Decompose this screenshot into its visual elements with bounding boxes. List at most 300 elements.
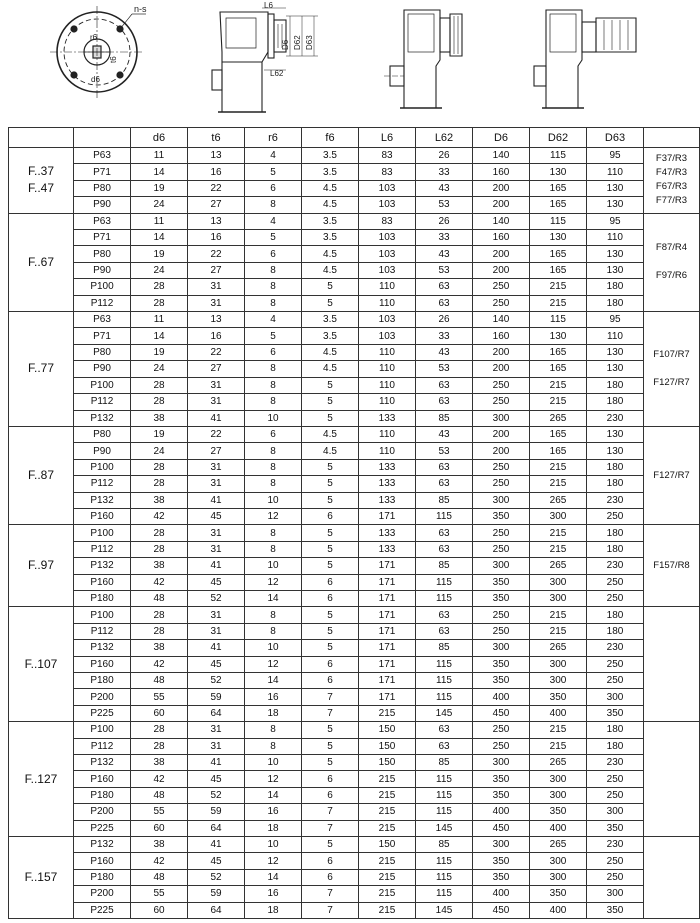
value-cell: 145 xyxy=(416,820,473,836)
table-row xyxy=(9,787,700,803)
value-cell: 350 xyxy=(473,508,530,524)
value-cell: 171 xyxy=(359,607,416,623)
motor-size-cell: P63 xyxy=(74,148,131,164)
motor-size-cell: P200 xyxy=(74,886,131,902)
value-cell: 265 xyxy=(530,558,587,574)
ratio-label: F37/R3 xyxy=(655,153,688,165)
value-cell: 5 xyxy=(302,525,359,541)
value-cell: 5 xyxy=(245,164,302,180)
value-cell: 27 xyxy=(188,262,245,278)
value-cell: 350 xyxy=(530,886,587,902)
table-row xyxy=(9,804,700,820)
value-cell: 11 xyxy=(131,312,188,328)
value-cell: 130 xyxy=(587,344,644,360)
value-cell: 28 xyxy=(131,279,188,295)
value-cell: 180 xyxy=(587,279,644,295)
value-cell: 215 xyxy=(530,295,587,311)
motor-size-cell: P180 xyxy=(74,673,131,689)
value-cell: 110 xyxy=(359,344,416,360)
value-cell: 6 xyxy=(245,426,302,442)
motor-size-cell: P112 xyxy=(74,295,131,311)
value-cell: 3.5 xyxy=(302,328,359,344)
value-cell: 103 xyxy=(359,246,416,262)
value-cell: 7 xyxy=(302,820,359,836)
value-cell: 27 xyxy=(188,443,245,459)
value-cell: 63 xyxy=(416,394,473,410)
value-cell: 180 xyxy=(587,459,644,475)
value-cell: 60 xyxy=(131,705,188,721)
value-cell: 55 xyxy=(131,886,188,902)
value-cell: 171 xyxy=(359,623,416,639)
motor-size-cell: P80 xyxy=(74,180,131,196)
value-cell: 5 xyxy=(302,541,359,557)
value-cell: 230 xyxy=(587,837,644,853)
value-cell: 115 xyxy=(416,853,473,869)
value-cell: 450 xyxy=(473,820,530,836)
ratio-label: F77/R3 xyxy=(655,195,688,207)
value-cell: 110 xyxy=(359,295,416,311)
series-label: F..107 xyxy=(24,656,58,671)
value-cell: 5 xyxy=(302,558,359,574)
value-cell: 43 xyxy=(416,426,473,442)
value-cell: 10 xyxy=(245,558,302,574)
technical-drawings xyxy=(0,0,700,124)
value-cell: 400 xyxy=(473,886,530,902)
value-cell: 14 xyxy=(131,230,188,246)
value-cell: 4 xyxy=(245,213,302,229)
value-cell: 6 xyxy=(302,590,359,606)
motor-size-cell: P132 xyxy=(74,492,131,508)
label-t6: t6 xyxy=(109,56,118,63)
value-cell: 16 xyxy=(245,689,302,705)
value-cell: 53 xyxy=(416,262,473,278)
value-cell: 103 xyxy=(359,328,416,344)
value-cell: 28 xyxy=(131,623,188,639)
value-cell: 215 xyxy=(530,394,587,410)
value-cell: 350 xyxy=(473,787,530,803)
value-cell: 110 xyxy=(359,361,416,377)
value-cell: 215 xyxy=(530,476,587,492)
value-cell: 115 xyxy=(416,771,473,787)
value-cell: 130 xyxy=(530,328,587,344)
value-cell: 160 xyxy=(473,328,530,344)
header-row xyxy=(9,128,700,148)
table-row xyxy=(9,443,700,459)
motor-size-cell: P160 xyxy=(74,656,131,672)
motor-size-cell: P132 xyxy=(74,640,131,656)
value-cell: 43 xyxy=(416,344,473,360)
motor-size-cell: P112 xyxy=(74,738,131,754)
value-cell: 63 xyxy=(416,377,473,393)
value-cell: 38 xyxy=(131,837,188,853)
value-cell: 60 xyxy=(131,820,188,836)
value-cell: 48 xyxy=(131,787,188,803)
value-cell: 150 xyxy=(359,722,416,738)
table-row xyxy=(9,394,700,410)
value-cell: 165 xyxy=(530,197,587,213)
value-cell: 59 xyxy=(188,886,245,902)
value-cell: 4.5 xyxy=(302,246,359,262)
value-cell: 110 xyxy=(359,279,416,295)
value-cell: 5 xyxy=(302,279,359,295)
value-cell: 95 xyxy=(587,148,644,164)
value-cell: 265 xyxy=(530,837,587,853)
value-cell: 52 xyxy=(188,787,245,803)
value-cell: 115 xyxy=(530,213,587,229)
value-cell: 6 xyxy=(302,853,359,869)
table-row xyxy=(9,673,700,689)
value-cell: 45 xyxy=(188,771,245,787)
value-cell: 26 xyxy=(416,148,473,164)
value-cell: 300 xyxy=(473,837,530,853)
label-holes: n-s xyxy=(134,4,147,14)
table-row xyxy=(9,246,700,262)
value-cell: 215 xyxy=(359,771,416,787)
value-cell: 300 xyxy=(530,853,587,869)
motor-size-cell: P100 xyxy=(74,525,131,541)
value-cell: 400 xyxy=(530,705,587,721)
value-cell: 140 xyxy=(473,312,530,328)
value-cell: 5 xyxy=(302,394,359,410)
label-d6: d6 xyxy=(91,75,100,84)
motor-size-cell: P100 xyxy=(74,377,131,393)
value-cell: 300 xyxy=(473,640,530,656)
value-cell: 42 xyxy=(131,771,188,787)
value-cell: 350 xyxy=(587,902,644,918)
value-cell: 265 xyxy=(530,755,587,771)
table-row xyxy=(9,837,700,853)
motor-size-cell: P132 xyxy=(74,410,131,426)
ratio-label: F157/R8 xyxy=(653,559,690,571)
value-cell: 5 xyxy=(302,492,359,508)
label-D6: D6 xyxy=(281,39,290,50)
series-label: F..67 xyxy=(27,254,54,269)
value-cell: 200 xyxy=(473,443,530,459)
value-cell: 171 xyxy=(359,673,416,689)
ratio-cell xyxy=(644,837,700,919)
value-cell: 250 xyxy=(473,394,530,410)
value-cell: 83 xyxy=(359,213,416,229)
series-cell xyxy=(9,722,74,837)
value-cell: 55 xyxy=(131,804,188,820)
value-cell: 10 xyxy=(245,492,302,508)
table-row xyxy=(9,180,700,196)
value-cell: 31 xyxy=(188,541,245,557)
series-cell xyxy=(9,148,74,214)
value-cell: 215 xyxy=(530,722,587,738)
value-cell: 6 xyxy=(302,869,359,885)
value-cell: 171 xyxy=(359,656,416,672)
value-cell: 103 xyxy=(359,262,416,278)
value-cell: 85 xyxy=(416,492,473,508)
value-cell: 180 xyxy=(587,394,644,410)
value-cell: 180 xyxy=(587,525,644,541)
value-cell: 250 xyxy=(473,295,530,311)
label-D62: D62 xyxy=(293,35,302,50)
value-cell: 22 xyxy=(188,180,245,196)
value-cell: 3.5 xyxy=(302,213,359,229)
value-cell: 16 xyxy=(188,164,245,180)
value-cell: 42 xyxy=(131,853,188,869)
value-cell: 133 xyxy=(359,492,416,508)
value-cell: 12 xyxy=(245,508,302,524)
table-row xyxy=(9,689,700,705)
label-L6: L6 xyxy=(264,1,273,10)
table-row xyxy=(9,820,700,836)
value-cell: 4.5 xyxy=(302,361,359,377)
value-cell: 400 xyxy=(530,902,587,918)
flange-face-drawing xyxy=(50,6,146,98)
table-row xyxy=(9,541,700,557)
motor-size-cell: P80 xyxy=(74,426,131,442)
value-cell: 6 xyxy=(245,180,302,196)
value-cell: 8 xyxy=(245,476,302,492)
value-cell: 165 xyxy=(530,361,587,377)
value-cell: 5 xyxy=(302,459,359,475)
table-row xyxy=(9,377,700,393)
table-row xyxy=(9,230,700,246)
value-cell: 59 xyxy=(188,804,245,820)
value-cell: 24 xyxy=(131,361,188,377)
value-cell: 115 xyxy=(416,804,473,820)
value-cell: 400 xyxy=(473,804,530,820)
motor-size-cell: P225 xyxy=(74,902,131,918)
value-cell: 103 xyxy=(359,197,416,213)
value-cell: 133 xyxy=(359,476,416,492)
value-cell: 115 xyxy=(416,673,473,689)
value-cell: 8 xyxy=(245,607,302,623)
series-cell xyxy=(9,607,74,722)
value-cell: 450 xyxy=(473,705,530,721)
value-cell: 31 xyxy=(188,295,245,311)
value-cell: 350 xyxy=(530,689,587,705)
value-cell: 165 xyxy=(530,246,587,262)
value-cell: 14 xyxy=(245,673,302,689)
value-cell: 31 xyxy=(188,459,245,475)
motor-size-cell: P112 xyxy=(74,623,131,639)
value-cell: 250 xyxy=(587,771,644,787)
value-cell: 3.5 xyxy=(302,148,359,164)
value-cell: 33 xyxy=(416,230,473,246)
motor-size-cell: P71 xyxy=(74,164,131,180)
motor-size-cell: P90 xyxy=(74,197,131,213)
value-cell: 5 xyxy=(302,837,359,853)
value-cell: 165 xyxy=(530,180,587,196)
value-cell: 11 xyxy=(131,148,188,164)
value-cell: 300 xyxy=(473,492,530,508)
value-cell: 250 xyxy=(587,853,644,869)
value-cell: 250 xyxy=(473,377,530,393)
value-cell: 350 xyxy=(587,820,644,836)
value-cell: 250 xyxy=(587,656,644,672)
value-cell: 22 xyxy=(188,344,245,360)
value-cell: 115 xyxy=(416,886,473,902)
value-cell: 31 xyxy=(188,394,245,410)
value-cell: 8 xyxy=(245,394,302,410)
motor-size-cell: P160 xyxy=(74,574,131,590)
value-cell: 215 xyxy=(530,279,587,295)
table-row xyxy=(9,508,700,524)
value-cell: 14 xyxy=(245,869,302,885)
value-cell: 6 xyxy=(302,771,359,787)
value-cell: 250 xyxy=(587,590,644,606)
value-cell: 28 xyxy=(131,541,188,557)
series-label: F..157 xyxy=(24,870,58,885)
table-row xyxy=(9,755,700,771)
value-cell: 42 xyxy=(131,574,188,590)
value-cell: 18 xyxy=(245,705,302,721)
value-cell: 4.5 xyxy=(302,262,359,278)
table-row xyxy=(9,476,700,492)
value-cell: 300 xyxy=(473,410,530,426)
value-cell: 300 xyxy=(530,508,587,524)
ratio-label: F97/R6 xyxy=(655,270,688,282)
value-cell: 215 xyxy=(359,787,416,803)
value-cell: 250 xyxy=(473,541,530,557)
value-cell: 64 xyxy=(188,820,245,836)
value-cell: 6 xyxy=(245,246,302,262)
column-header: L62 xyxy=(416,128,473,148)
series-cell xyxy=(9,312,74,427)
value-cell: 7 xyxy=(302,705,359,721)
value-cell: 230 xyxy=(587,558,644,574)
value-cell: 95 xyxy=(587,213,644,229)
value-cell: 180 xyxy=(587,377,644,393)
value-cell: 215 xyxy=(359,869,416,885)
value-cell: 63 xyxy=(416,738,473,754)
value-cell: 28 xyxy=(131,738,188,754)
value-cell: 8 xyxy=(245,738,302,754)
series-label: F..97 xyxy=(27,558,54,573)
value-cell: 130 xyxy=(587,361,644,377)
value-cell: 250 xyxy=(473,738,530,754)
value-cell: 110 xyxy=(359,443,416,459)
table-body xyxy=(9,148,700,919)
table-row xyxy=(9,656,700,672)
value-cell: 115 xyxy=(416,869,473,885)
table-row xyxy=(9,459,700,475)
value-cell: 250 xyxy=(473,607,530,623)
value-cell: 5 xyxy=(245,230,302,246)
value-cell: 200 xyxy=(473,180,530,196)
table-row xyxy=(9,164,700,180)
value-cell: 171 xyxy=(359,508,416,524)
value-cell: 5 xyxy=(302,476,359,492)
column-header: D62 xyxy=(530,128,587,148)
value-cell: 63 xyxy=(416,476,473,492)
value-cell: 300 xyxy=(587,886,644,902)
value-cell: 230 xyxy=(587,492,644,508)
value-cell: 43 xyxy=(416,246,473,262)
value-cell: 350 xyxy=(473,673,530,689)
table-row xyxy=(9,361,700,377)
value-cell: 63 xyxy=(416,623,473,639)
value-cell: 19 xyxy=(131,180,188,196)
ratio-cell xyxy=(644,426,700,524)
value-cell: 350 xyxy=(473,771,530,787)
column-header xyxy=(644,128,700,148)
value-cell: 133 xyxy=(359,459,416,475)
value-cell: 8 xyxy=(245,623,302,639)
value-cell: 60 xyxy=(131,902,188,918)
value-cell: 19 xyxy=(131,246,188,262)
value-cell: 250 xyxy=(587,869,644,885)
value-cell: 13 xyxy=(188,148,245,164)
value-cell: 180 xyxy=(587,476,644,492)
value-cell: 3.5 xyxy=(302,230,359,246)
value-cell: 63 xyxy=(416,279,473,295)
motor-size-cell: P80 xyxy=(74,344,131,360)
motor-size-cell: P63 xyxy=(74,213,131,229)
value-cell: 4.5 xyxy=(302,344,359,360)
value-cell: 48 xyxy=(131,673,188,689)
value-cell: 171 xyxy=(359,689,416,705)
table-row xyxy=(9,722,700,738)
value-cell: 85 xyxy=(416,640,473,656)
value-cell: 53 xyxy=(416,361,473,377)
value-cell: 31 xyxy=(188,738,245,754)
value-cell: 28 xyxy=(131,394,188,410)
value-cell: 350 xyxy=(473,656,530,672)
value-cell: 110 xyxy=(359,377,416,393)
value-cell: 10 xyxy=(245,755,302,771)
value-cell: 115 xyxy=(416,787,473,803)
value-cell: 83 xyxy=(359,148,416,164)
value-cell: 5 xyxy=(302,377,359,393)
value-cell: 43 xyxy=(416,180,473,196)
value-cell: 83 xyxy=(359,164,416,180)
value-cell: 28 xyxy=(131,525,188,541)
value-cell: 350 xyxy=(473,590,530,606)
value-cell: 180 xyxy=(587,607,644,623)
series-cell xyxy=(9,426,74,524)
value-cell: 24 xyxy=(131,262,188,278)
value-cell: 5 xyxy=(302,640,359,656)
table-row xyxy=(9,426,700,442)
value-cell: 31 xyxy=(188,722,245,738)
value-cell: 250 xyxy=(473,722,530,738)
value-cell: 110 xyxy=(359,394,416,410)
value-cell: 133 xyxy=(359,410,416,426)
value-cell: 8 xyxy=(245,377,302,393)
value-cell: 22 xyxy=(188,426,245,442)
value-cell: 63 xyxy=(416,722,473,738)
value-cell: 85 xyxy=(416,558,473,574)
value-cell: 215 xyxy=(359,705,416,721)
value-cell: 41 xyxy=(188,755,245,771)
value-cell: 115 xyxy=(530,312,587,328)
value-cell: 8 xyxy=(245,262,302,278)
value-cell: 63 xyxy=(416,541,473,557)
value-cell: 59 xyxy=(188,689,245,705)
value-cell: 230 xyxy=(587,410,644,426)
value-cell: 300 xyxy=(530,771,587,787)
value-cell: 350 xyxy=(473,869,530,885)
value-cell: 130 xyxy=(530,164,587,180)
ratio-cell xyxy=(644,525,700,607)
value-cell: 19 xyxy=(131,426,188,442)
value-cell: 85 xyxy=(416,755,473,771)
value-cell: 4.5 xyxy=(302,426,359,442)
value-cell: 48 xyxy=(131,590,188,606)
value-cell: 180 xyxy=(587,738,644,754)
value-cell: 130 xyxy=(587,246,644,262)
value-cell: 350 xyxy=(530,804,587,820)
motor-size-cell: P100 xyxy=(74,279,131,295)
table-row xyxy=(9,623,700,639)
value-cell: 24 xyxy=(131,443,188,459)
value-cell: 55 xyxy=(131,689,188,705)
